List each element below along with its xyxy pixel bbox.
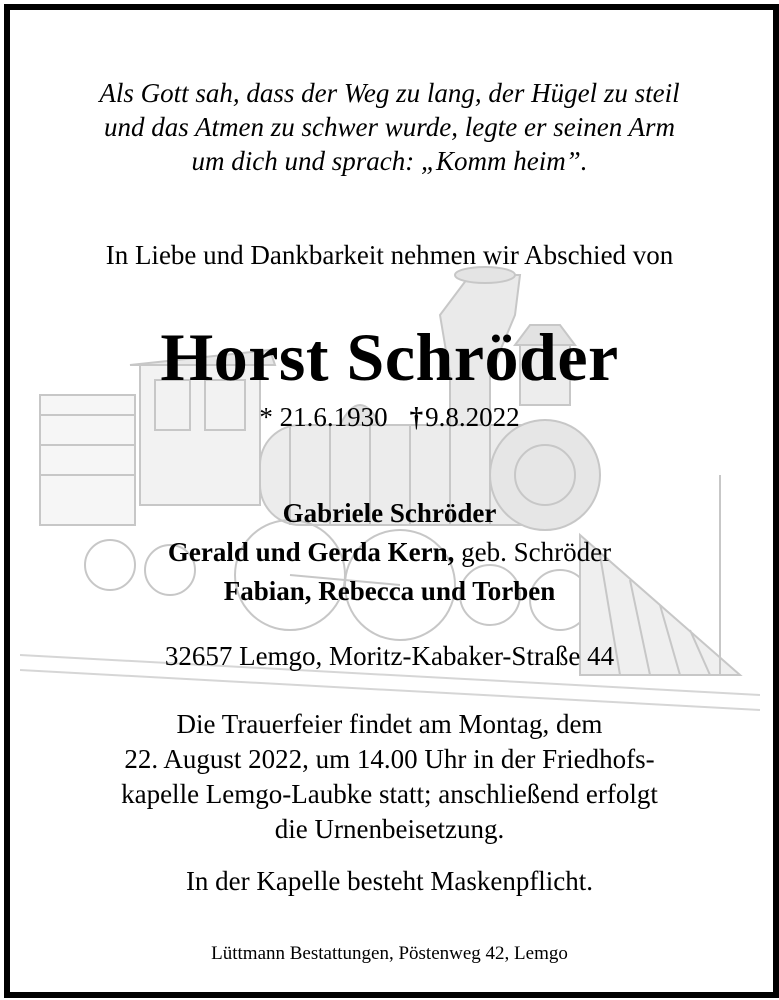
mourners (0, 494, 779, 611)
intro-text: In Liebe und Dankbarkeit nehmen wir Abschied von (105, 240, 674, 270)
mourner-name: Fabian, Rebecca und Torben (223, 576, 556, 606)
poem (0, 76, 779, 178)
poem-line: Als Gott sah, dass der Weg zu lang, der Hügel zu steil (99, 78, 680, 108)
service-info (0, 707, 779, 847)
deceased-name: Horst Schröder (160, 319, 619, 395)
mourner-line (0, 533, 779, 572)
service-line: 22. August 2022, um 14.00 Uhr in der Friedhofs- (124, 744, 655, 774)
birth-date: * 21.6.1930 (259, 402, 388, 432)
death-date: 9.8.2022 (425, 402, 520, 432)
life-dates (0, 402, 779, 433)
service-line: kapelle Lemgo-Laubke statt; anschließend erfolgt (121, 779, 658, 809)
service-line: Die Trauerfeier findet am Montag, dem (176, 709, 603, 739)
mourner-line (0, 572, 779, 611)
mourner-note: geb. Schröder (454, 537, 612, 567)
mourner-name: Gerald und Gerda Kern, (167, 537, 455, 567)
mask-notice: In der Kapelle besteht Maskenpflicht. (185, 866, 594, 896)
service-line: die Urnenbeisetzung. (274, 814, 505, 844)
mourner-line (0, 494, 779, 533)
undertaker-info: Lüttmann Bestattungen, Pöstenweg 42, Lemgo (211, 943, 568, 964)
address: 32657 Lemgo, Moritz-Kabaker-Straße 44 (164, 641, 615, 671)
poem-line: um dich und sprach: „Komm heim”. (191, 146, 588, 176)
cross-icon: † (409, 402, 424, 432)
mourner-name: Gabriele Schröder (282, 498, 497, 528)
poem-line: und das Atmen zu schwer wurde, legte er seinen Arm (104, 112, 675, 142)
